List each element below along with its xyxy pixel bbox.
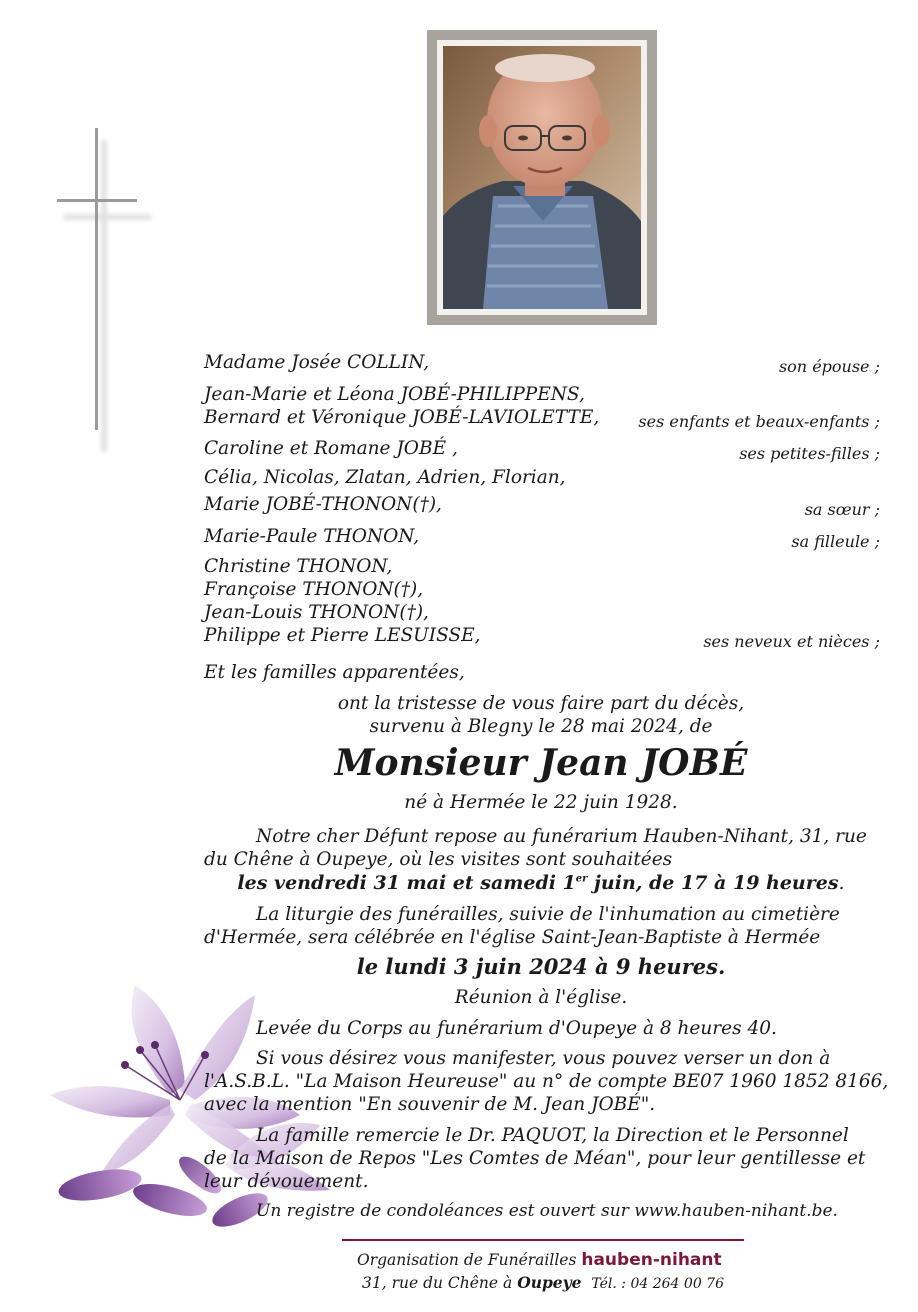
family-member-line: Christine THONON,: [204, 556, 393, 577]
family-member-line: Marie-Paule THONON,: [204, 526, 420, 547]
registry-note: Un registre de condoléances est ouvert sur www.hauben-nihant.be.: [256, 1201, 838, 1221]
family-member-line: Caroline et Romane JOBÉ ,: [204, 438, 458, 459]
family-relation: ses petites-filles ;: [739, 444, 880, 463]
family-member-line: Bernard et Véronique JOBÉ-LAVIOLETTE,: [204, 407, 600, 428]
thanks-line-2: de la Maison de Repos "Les Comtes de Méan", pour leur gentillesse et: [204, 1148, 866, 1169]
family-member-line: Marie JOBÉ-THONON(†),: [204, 494, 442, 515]
footer-org: Organisation de Funérailles hauben-nihant: [357, 1250, 722, 1270]
portrait-frame: [427, 30, 657, 325]
thanks-line-1: La famille remercie le Dr. PAQUOT, la Direction et le Personnel: [256, 1125, 849, 1146]
family-relation: ses neveux et nièces ;: [703, 632, 880, 651]
deceased-name: Monsieur Jean JOBÉ: [334, 742, 748, 784]
donation-line-1: Si vous désirez vous manifester, vous pouvez verser un don à: [256, 1048, 831, 1069]
family-member-line: Et les familles apparentées,: [204, 662, 465, 683]
portrait-photo: [443, 46, 641, 309]
family-member-line: Jean-Louis THONON(†),: [204, 602, 429, 623]
meeting-info: Réunion à l'église.: [454, 987, 628, 1008]
visits-line-2: du Chêne à Oupeye, où les visites sont souhaitées: [204, 849, 673, 870]
levee-info: Levée du Corps au funérarium d'Oupeye à 8 heures 40.: [256, 1018, 777, 1039]
brand-logo: hauben-nihant: [581, 1250, 722, 1270]
footer-divider: [342, 1239, 744, 1241]
funeral-date: le lundi 3 juin 2024 à 9 heures.: [356, 954, 726, 979]
family-relation: son épouse ;: [778, 357, 880, 376]
family-relation: ses enfants et beaux-enfants ;: [638, 412, 880, 431]
visit-dates: les vendredi 31 mai et samedi 1er juin, de 17 à 19 heures.: [237, 872, 845, 894]
family-relation: sa filleule ;: [791, 532, 880, 551]
announcement-line-1: ont la tristesse de vous faire part du décès,: [337, 693, 745, 714]
family-member-line: Françoise THONON(†),: [204, 579, 424, 600]
birth-info: né à Hermée le 22 juin 1928.: [404, 792, 678, 813]
funeral-line-1: La liturgie des funérailles, suivie de l'inhumation au cimetière: [256, 904, 840, 925]
donation-line-2: l'A.S.B.L. "La Maison Heureuse" au n° de compte BE07 1960 1852 8166,: [204, 1071, 889, 1092]
donation-line-3: avec la mention "En souvenir de M. Jean JOBÉ".: [204, 1094, 656, 1115]
family-member-line: Philippe et Pierre LESUISSE,: [204, 625, 481, 646]
announcement-line-2: survenu à Blegny le 28 mai 2024, de: [369, 716, 713, 737]
family-relation: sa sœur ;: [804, 500, 880, 519]
thanks-line-3: leur dévouement.: [204, 1171, 369, 1192]
funeral-line-2: d'Hermée, sera célébrée en l'église Saint-Jean-Baptiste à Hermée: [204, 927, 821, 948]
visits-line-1: Notre cher Défunt repose au funérarium Hauben-Nihant, 31, rue: [256, 826, 867, 847]
family-member-line: Madame Josée COLLIN,: [204, 352, 430, 373]
family-member-line: Célia, Nicolas, Zlatan, Adrien, Florian,: [204, 467, 566, 488]
family-member-line: Jean-Marie et Léona JOBÉ-PHILIPPENS,: [204, 384, 585, 405]
footer-address: 31, rue du Chêne à Oupeye Tél. : 04 264 00 76: [362, 1273, 724, 1292]
